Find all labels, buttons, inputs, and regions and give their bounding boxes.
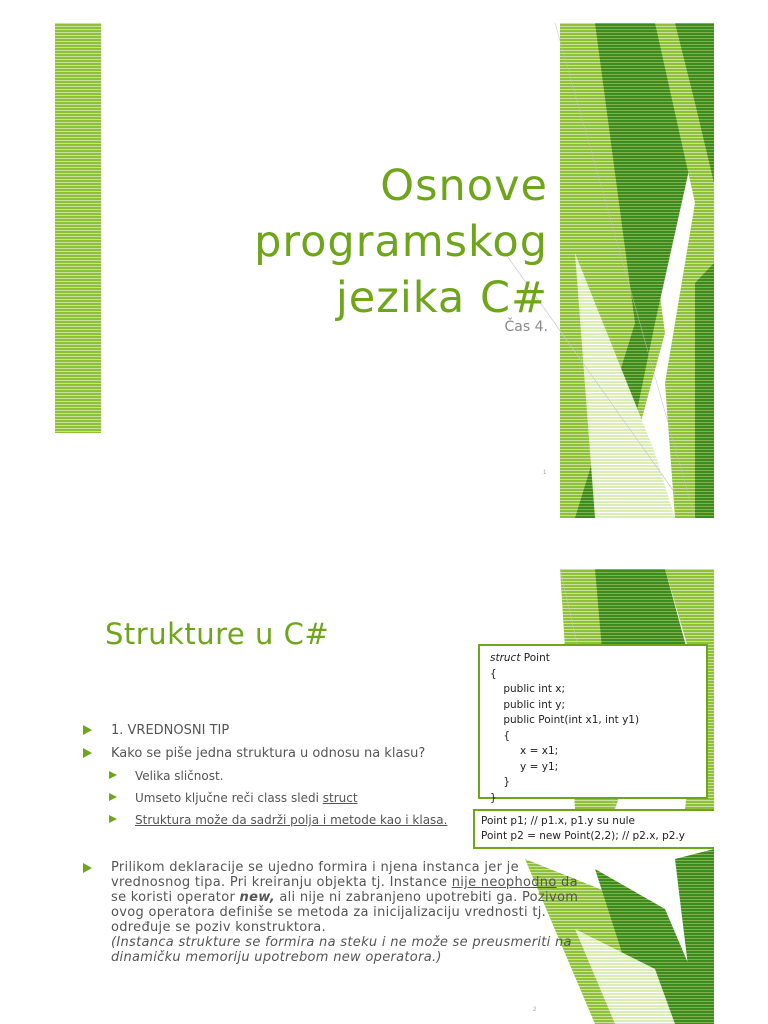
bullet-arrow-icon — [83, 863, 92, 873]
code-line-8: } — [490, 776, 511, 788]
code-box-usage — [473, 809, 714, 849]
struct-keyword: struct — [490, 652, 521, 664]
title-line-1: Osnove — [380, 161, 548, 211]
code-line-2: public int x; — [490, 683, 566, 695]
sub-bullet-item — [83, 813, 483, 827]
code-line-0 — [490, 651, 696, 667]
slide-2-title: Strukture u C# — [105, 617, 330, 651]
bullet-arrow-icon — [83, 748, 92, 758]
slide-1-subtitle: Čas 4. — [504, 319, 548, 335]
paragraph — [83, 860, 581, 965]
title-line-3: jezika C# — [335, 273, 548, 323]
slide-2 — [55, 569, 714, 1024]
slide-1 — [55, 23, 714, 518]
underlined-struct: struct — [322, 791, 358, 805]
bullet-arrow-icon — [109, 815, 117, 823]
para-italic-note: (Instanca strukture se formira na steku i ne može se preusmeriti na dinamičku memoriju upotrebom new operatora.) — [111, 935, 572, 965]
bullet-text: Kako se piše jedna struktura u odnosu na klasu? — [111, 746, 426, 761]
bullet-text: 1. VREDNOSNI TIP — [111, 723, 230, 738]
bullet-text: Velika sličnost. — [135, 769, 224, 783]
para-text-3: ali nije ni zabranjeno upotrebiti ga. Pozivom ovog operatora definiše se metoda za inicijalizaciju vrednosti tj. određuje se poziv konstruktora. — [111, 890, 579, 935]
code-line-7: y = y1; — [490, 760, 559, 773]
bullet-text: Umseto ključne reči class sledi — [135, 791, 323, 805]
para-underlined: nije neophodno — [451, 875, 557, 890]
code-line-6: x = x1; — [490, 745, 559, 757]
code-line-5: { — [490, 729, 511, 742]
slide-1-page-number: 1 — [543, 470, 547, 476]
slide-2-page-number: 2 — [533, 1007, 537, 1013]
usage-line-1: Point p1; // p1.x, p1.y su nule — [481, 815, 635, 827]
bullet-item — [83, 723, 483, 738]
usage-line-2: Point p2 = new Point(2,2); // p2.x, p2.y — [481, 830, 685, 842]
bullet-text: Struktura može da sadrži polja i metode kao i klasa. — [135, 813, 448, 827]
code-line-9: } — [490, 791, 497, 804]
para-bold-new: new, — [239, 890, 275, 905]
bullet-arrow-icon — [109, 793, 117, 801]
code-line-3: public int y; — [490, 698, 566, 711]
bullet-arrow-icon — [109, 771, 117, 779]
sub-bullet-item — [83, 791, 483, 805]
code-line-4: public Point(int x1, int y1) — [490, 714, 640, 726]
code-line-1: { — [490, 667, 497, 680]
sub-bullet-item — [83, 769, 483, 783]
code-box-struct — [478, 644, 708, 804]
bullet-item — [83, 746, 483, 761]
para-text-2: da se koristi operator — [111, 875, 578, 905]
title-line-2: programskog — [254, 217, 548, 267]
code-struct-name: Point — [520, 652, 550, 664]
bullet-list — [83, 723, 483, 835]
bullet-arrow-icon — [83, 725, 92, 735]
para-text-1: Prilikom deklaracije se ujedno formira i njena instanca jer je vrednosnog tipa. Pri kreiranju objekta tj. Instance — [111, 860, 519, 890]
slide-1-title — [254, 158, 548, 326]
